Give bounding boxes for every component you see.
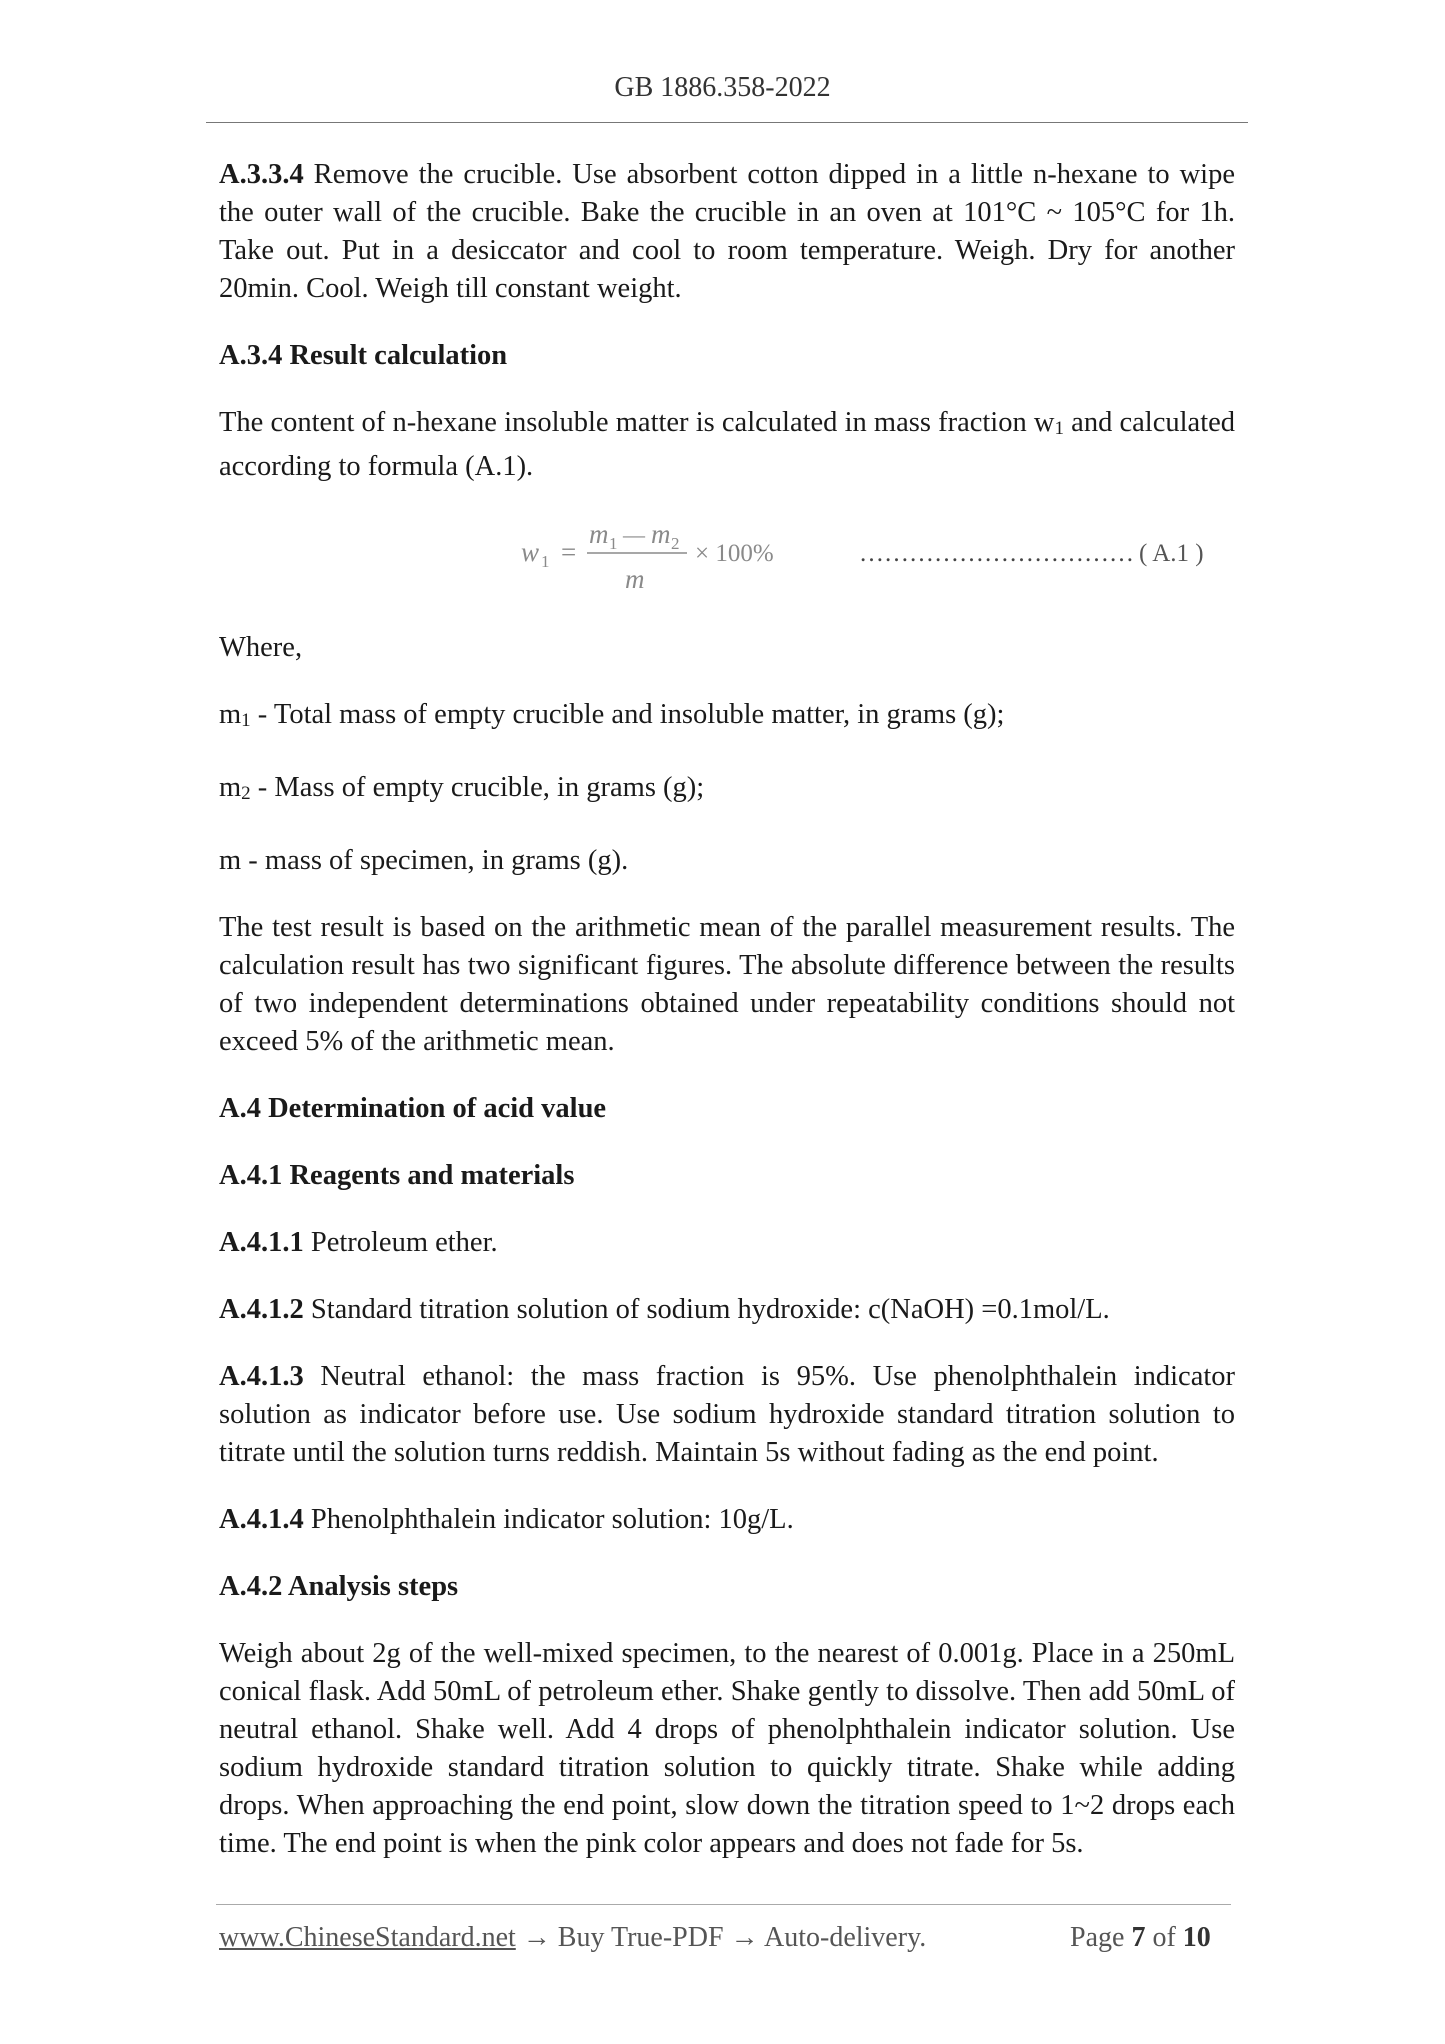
subscript: 1 [241, 710, 251, 731]
definition-m1 [219, 696, 1235, 740]
calc-intro-text-end: and calculated according to formula (A.1). [219, 407, 1236, 482]
formula-num-b: m [651, 519, 671, 549]
formula-a1 [219, 515, 1235, 607]
page-number: 7 [1131, 1922, 1146, 1953]
heading-a41: A.4.1 Reagents and materials [219, 1160, 575, 1191]
formula-leader-dots: …………………………… [859, 540, 1134, 567]
formula-equals: = [561, 537, 577, 567]
section-text: Remove the crucible. Use absorbent cotton dipped in a little n-hexane to wipe the outer wall of the crucible. Bake the crucible in an oven at 101°C ~ 105°C for 1h. Take out. Put in a desiccator and cool to room temperature. Weigh. Dry for another 20min. Cool. Weigh till constant weight. [219, 159, 1235, 304]
auto-delivery-text: Auto-delivery. [764, 1922, 927, 1953]
formula-lhs-sub: 1 [541, 552, 550, 571]
definition-symbol: m [219, 699, 242, 730]
section-number: A.4.1.2 [219, 1294, 304, 1325]
formula-num-a-sub: 1 [609, 534, 618, 553]
section-a412 [219, 1291, 1235, 1329]
section-text: Phenolphthalein indicator solution: 10g/L. [303, 1504, 794, 1535]
header-divider [206, 122, 1248, 123]
heading-a4: A.4 Determination of acid value [219, 1093, 607, 1124]
section-number: A.4.1.3 [219, 1361, 304, 1392]
page-content [219, 156, 1235, 1892]
page-total: 10 [1182, 1922, 1211, 1953]
arrow-right-icon: → [515, 1922, 558, 1953]
formula-graphic [219, 515, 1235, 607]
website-link[interactable]: www.ChineseStandard.net [219, 1922, 516, 1953]
formula-num-b-sub: 2 [671, 534, 680, 553]
subscript: 2 [241, 783, 251, 804]
section-number: A.4.1.1 [219, 1227, 304, 1258]
section-text: Neutral ethanol: the mass fraction is 95%. Use phenolphthalein indicator solution as indicator before use. Use sodium hydroxide standard titration solution to titrate until the solution turns reddish. Maintain 5s without fading as the end point. [219, 1361, 1235, 1468]
definition-m: m - mass of specimen, in grams (g). [219, 845, 629, 876]
section-a334 [219, 156, 1235, 308]
footer-promo [219, 1922, 926, 1954]
formula-minus: — [623, 522, 645, 547]
calc-intro-text: The content of n-hexane insoluble matter is calculated in mass fraction w [219, 407, 1055, 438]
subscript: 1 [1054, 418, 1064, 439]
section-text: Standard titration solution of sodium hydroxide: c(NaOH) =0.1mol/L. [303, 1294, 1110, 1325]
section-a413 [219, 1358, 1235, 1472]
definition-symbol: m [219, 772, 242, 803]
section-number: A.4.1.4 [219, 1504, 304, 1535]
buy-pdf-text: Buy True-PDF [557, 1922, 724, 1953]
footer-divider [216, 1904, 1231, 1905]
page-word: Page [1070, 1922, 1125, 1953]
section-number: A.3.3.4 [219, 159, 304, 190]
formula-lhs: w [521, 537, 540, 567]
formula-label: ( A.1 ) [1139, 540, 1204, 567]
section-a414 [219, 1501, 1235, 1539]
definition-text: - Mass of empty crucible, in grams (g); [250, 772, 705, 803]
of-word: of [1152, 1922, 1176, 1953]
document-header-title: GB 1886.358-2022 [614, 72, 831, 103]
heading-a42: A.4.2 Analysis steps [219, 1571, 459, 1602]
calc-intro-paragraph [219, 404, 1235, 486]
section-text: Petroleum ether. [303, 1227, 498, 1258]
formula-denominator: m [625, 564, 645, 594]
definition-text: - Total mass of empty crucible and insoluble matter, in grams (g); [250, 699, 1005, 730]
definition-m2 [219, 769, 1235, 813]
result-paragraph: The test result is based on the arithmetic mean of the parallel measurement results. The calculation result has two significant figures. The absolute difference between the results of two independent determinations obtained under repeatability conditions should not exceed 5% of the arithmetic mean. [219, 912, 1235, 1057]
page-indicator [1070, 1922, 1211, 1954]
formula-num-a: m [589, 519, 609, 549]
analysis-steps-paragraph: Weigh about 2g of the well-mixed specimen, to the nearest of 0.001g. Place in a 250mL conical flask. Add 50mL of petroleum ether. Shake gently to dissolve. Then add 50mL of neutral ethanol. Shake well. Add 4 drops of phenolphthalein indicator solution. Use sodium hydroxide standard titration solution to quickly titrate. Shake while adding drops. When approaching the end point, slow down the titration speed to 1~2 drops each time. The end point is when the pink color appears and does not fade for 5s. [219, 1638, 1235, 1859]
arrow-right-icon: → [723, 1922, 764, 1953]
formula-times: × 100% [695, 540, 774, 567]
section-a411 [219, 1224, 1235, 1262]
heading-a34: A.3.4 Result calculation [219, 340, 508, 371]
where-label: Where, [219, 632, 303, 663]
